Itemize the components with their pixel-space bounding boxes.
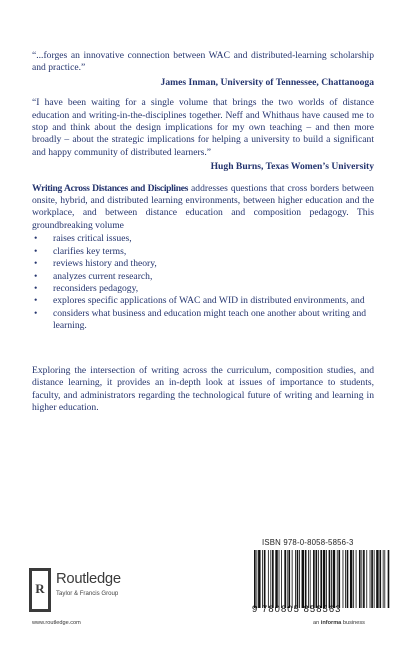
barcode-bar — [383, 550, 384, 608]
informa-brand: informa — [320, 620, 342, 626]
barcode-bar — [264, 550, 266, 608]
barcode-bar — [361, 550, 362, 608]
barcode-bar — [270, 550, 271, 608]
barcode-bar — [370, 550, 371, 608]
barcode-bar — [284, 550, 286, 608]
barcode-bar — [302, 550, 304, 608]
barcode-bar — [268, 550, 269, 608]
barcode-bar — [388, 550, 390, 608]
barcode-bar — [292, 550, 293, 608]
barcode-bar — [350, 550, 352, 608]
barcode-bar — [288, 550, 290, 608]
bullet-icon: • — [34, 270, 38, 282]
barcode-bar — [347, 550, 349, 608]
barcode-bar — [295, 550, 296, 608]
barcode-bar — [338, 550, 340, 608]
book-description — [32, 183, 374, 233]
barcode-bar — [318, 550, 319, 608]
barcode-bar — [356, 550, 357, 608]
bullet-icon: • — [34, 295, 38, 307]
barcode-icon — [252, 550, 392, 608]
barcode-bar — [359, 550, 361, 608]
routledge-logo-icon — [29, 568, 51, 612]
publisher-subtitle: Taylor & Francis Group — [56, 590, 119, 597]
bullet-icon: • — [34, 307, 38, 319]
book-title: Writing Across Distances and Disciplines — [32, 182, 189, 194]
barcode-bar — [275, 550, 277, 608]
description-intro: addresses questions that cross borders between onsite, hybrid, and distributed learning environments, between higher education and the workplace, and between distance education and composition pedagogy. This groundbreaking volume — [32, 182, 374, 231]
barcode-bar — [379, 550, 381, 608]
barcode-bar — [287, 550, 288, 608]
barcode-bar — [299, 550, 300, 608]
closing-paragraph: Exploring the intersection of writing across the curriculum, composition studies, and distance learning, it provides an in-depth look at issues of importance to students, faculty, and administrators regarding the technological future of writing and learning in higher education. — [32, 365, 374, 414]
barcode-bar — [313, 550, 315, 608]
list-item: • raises critical issues, — [34, 233, 132, 245]
barcode-bar — [371, 550, 373, 608]
barcode-digits: 9 780805 858563 — [252, 603, 342, 614]
list-item: • considers what business and education might teach one another about writing and learning. — [34, 307, 367, 332]
barcode-bar — [333, 550, 335, 608]
list-item: • explores specific applications of WAC and WID in distributed environments, and — [34, 295, 365, 307]
bullet-icon: • — [34, 245, 38, 257]
barcode-bar — [329, 550, 331, 608]
barcode-bar — [305, 550, 307, 608]
barcode-bar — [258, 550, 260, 608]
barcode-bar — [281, 550, 282, 608]
barcode-bar — [363, 550, 365, 608]
list-item: • clarifies key terms, — [34, 245, 127, 257]
barcode-bar — [310, 550, 311, 608]
list-item: • reviews history and theory, — [34, 258, 157, 270]
bullet-icon: • — [34, 258, 38, 270]
publisher-url: www.routledge.com — [32, 620, 81, 626]
barcode-bar — [297, 550, 299, 608]
praise-quote: “I have been waiting for a single volume that brings the two worlds of distance education and writing-in-the-disciplines together. Neff and Whithaus have caused me to stop and think about the design implications for my own teaching – and then more broadly – about the strategic implications for helping a university to build a significant and happy community of distributed learners.” — [32, 97, 374, 158]
publisher-name: Routledge — [56, 571, 121, 587]
praise-attribution: Hugh Burns, Texas Women’s University — [210, 161, 374, 173]
bullet-icon: • — [34, 282, 38, 294]
barcode-bar — [366, 550, 367, 608]
barcode-bar — [254, 550, 256, 608]
barcode-bar — [256, 550, 257, 608]
praise-quote: “...forges an innovative connection between WAC and distributed-learning scholarship and practice.” — [32, 50, 374, 74]
barcode-bar — [326, 550, 327, 608]
barcode-bar — [384, 550, 385, 608]
barcode-bar — [331, 550, 332, 608]
barcode-bar — [337, 550, 338, 608]
barcode-bar — [345, 550, 346, 608]
praise-section — [32, 50, 374, 333]
barcode-bar — [316, 550, 318, 608]
barcode-bar — [323, 550, 325, 608]
feature-list — [32, 233, 374, 332]
barcode-bar — [374, 550, 375, 608]
barcode-bar — [343, 550, 344, 608]
barcode-bar — [320, 550, 322, 608]
barcode-bar — [353, 550, 354, 608]
bullet-icon: • — [34, 233, 38, 245]
barcode-bar — [262, 550, 263, 608]
barcode-bar — [376, 550, 378, 608]
list-item: • reconsiders pedagogy, — [34, 282, 139, 294]
list-item: • analyzes current research, — [34, 270, 153, 282]
informa-business: an informa business — [313, 620, 365, 626]
barcode-bar — [272, 550, 274, 608]
barcode-bar — [279, 550, 280, 608]
barcode-bar — [308, 550, 309, 608]
praise-attribution: James Inman, University of Tennessee, Chattanooga — [160, 76, 374, 88]
isbn-label: ISBN 978-0-8058-5856-3 — [262, 538, 354, 547]
logo-letter: R — [35, 581, 45, 596]
